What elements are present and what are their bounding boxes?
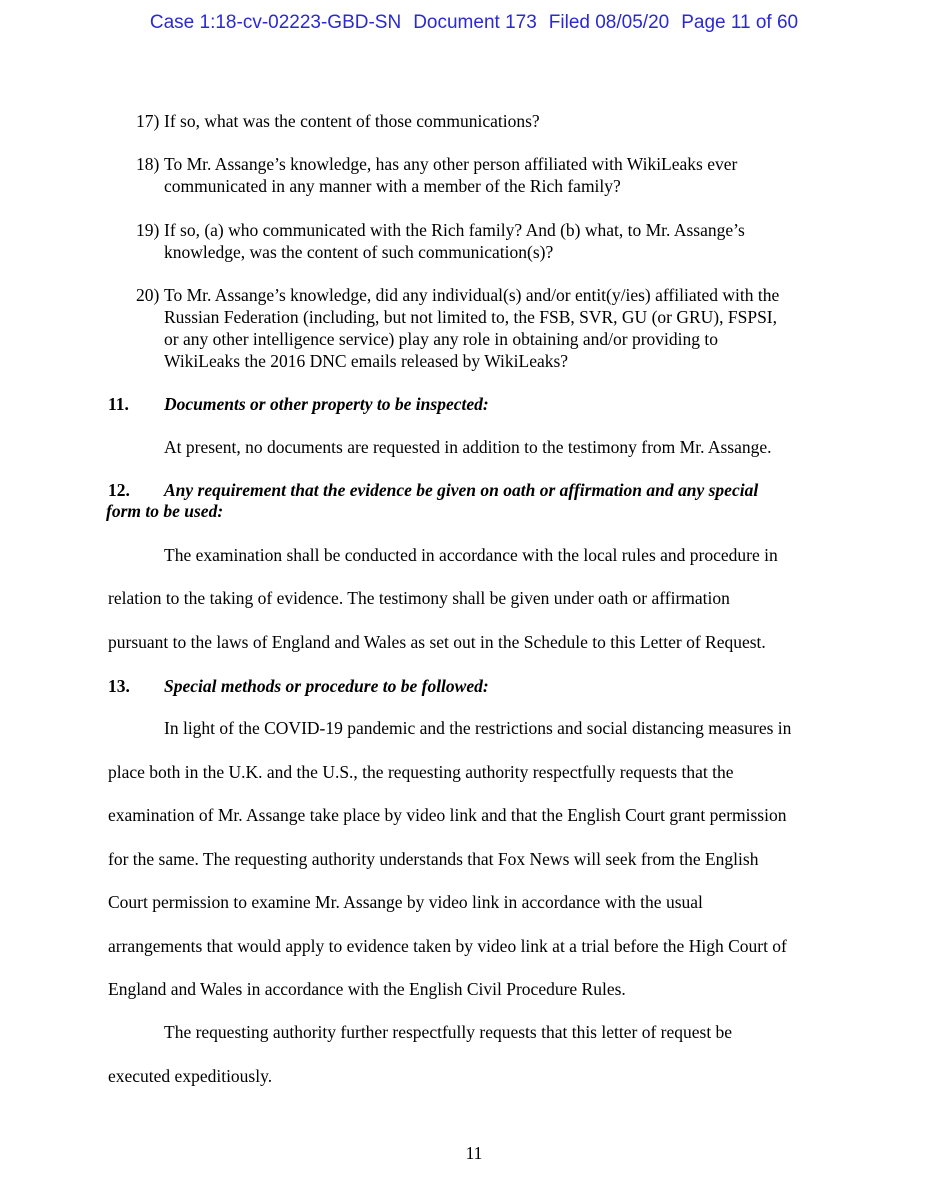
question-19-line-1: If so, (a) who communicated with the Rich family? And (b) what, to Mr. Assange’s <box>164 220 745 240</box>
section-11-heading: Documents or other property to be inspected: <box>164 394 489 414</box>
section-13-line-5: Court permission to examine Mr. Assange by video link in accordance with the usual <box>108 892 703 912</box>
section-13-line-4: for the same. The requesting authority understands that Fox News will seek from the English <box>108 849 759 869</box>
section-12-heading-line-2: form to be used: <box>106 501 224 521</box>
case-number: Case 1:18-cv-02223-GBD-SN <box>149 12 402 33</box>
question-18-number: 18) <box>136 154 160 174</box>
question-20-line-2: Russian Federation (including, but not limited to, the FSB, SVR, GU (or GRU), FSPSI, <box>164 307 778 327</box>
section-13-closing-line-2: executed expeditiously. <box>108 1066 273 1086</box>
document-number: Document 173 <box>413 12 537 33</box>
question-19-number: 19) <box>136 220 160 240</box>
section-13-line-1: In light of the COVID-19 pandemic and the restrictions and social distancing measures in <box>164 718 792 738</box>
page-number: 11 <box>465 1143 483 1163</box>
question-20-line-4: WikiLeaks the 2016 DNC emails released by WikiLeaks? <box>164 351 569 371</box>
section-13-line-6: arrangements that would apply to evidence taken by video link at a trial before the High Court of <box>108 936 787 956</box>
section-12-line-1: The examination shall be conducted in accordance with the local rules and procedure in <box>164 545 778 565</box>
question-18-line-1: To Mr. Assange’s knowledge, has any other person affiliated with WikiLeaks ever <box>164 154 738 174</box>
section-13-line-7: England and Wales in accordance with the English Civil Procedure Rules. <box>108 979 626 999</box>
court-filing-header <box>0 12 948 34</box>
page-of-total: Page 11 of 60 <box>681 12 799 33</box>
question-20-number: 20) <box>136 285 160 305</box>
filed-date: Filed 08/05/20 <box>548 12 670 33</box>
section-11-body: At present, no documents are requested in addition to the testimony from Mr. Assange. <box>164 437 772 457</box>
question-20-line-1: To Mr. Assange’s knowledge, did any individual(s) and/or entit(y/ies) affiliated with the <box>164 285 780 305</box>
question-20-line-3: or any other intelligence service) play any role in obtaining and/or providing to <box>164 329 719 349</box>
section-13-line-2: place both in the U.K. and the U.S., the requesting authority respectfully requests that the <box>108 762 734 782</box>
question-19-line-2: knowledge, was the content of such communication(s)? <box>164 242 554 262</box>
question-17-number: 17) <box>136 111 160 131</box>
section-12-heading-line-1: Any requirement that the evidence be given on oath or affirmation and any special <box>164 480 759 500</box>
section-11-number: 11. <box>108 394 129 414</box>
question-18-line-2: communicated in any manner with a member of the Rich family? <box>164 176 621 196</box>
section-13-closing-line-1: The requesting authority further respectfully requests that this letter of request be <box>164 1022 733 1042</box>
section-12-line-3: pursuant to the laws of England and Wales as set out in the Schedule to this Letter of Request. <box>108 632 766 652</box>
section-13-line-3: examination of Mr. Assange take place by video link and that the English Court grant permission <box>108 805 787 825</box>
section-13-number: 13. <box>108 676 130 696</box>
question-17-line-1: If so, what was the content of those communications? <box>164 111 540 131</box>
section-13-heading: Special methods or procedure to be followed: <box>164 676 489 696</box>
section-12-line-2: relation to the taking of evidence. The testimony shall be given under oath or affirmation <box>108 588 730 608</box>
section-12-number: 12. <box>108 480 130 500</box>
